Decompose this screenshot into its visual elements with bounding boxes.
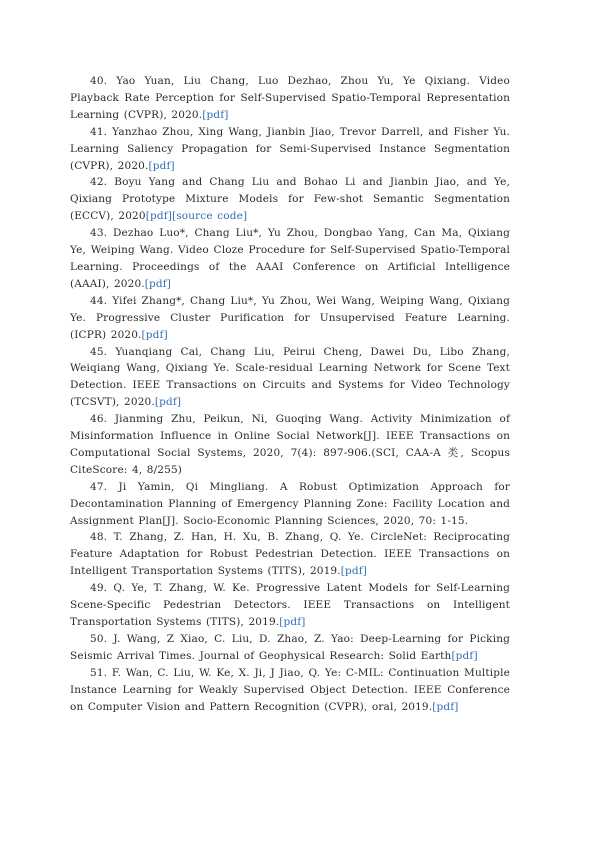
reference-number: 49. <box>90 582 108 595</box>
reference-text: Dezhao Luo*, Chang Liu*, Yu Zhou, Dongbao Yang, Can Ma, Qixiang Ye, Weiping Wang. Video Cloze Procedure for Self-Supervised Spatio-Temporal Learning. Proceedings of the AAAI Conference on Artificial Intelligence (AAAI), 2020. <box>70 227 510 290</box>
reference-entry <box>70 293 510 344</box>
reference-entry <box>70 665 510 716</box>
reference-entry <box>70 479 510 530</box>
reference-entry <box>70 411 510 479</box>
reference-entry <box>70 225 510 293</box>
source-code-link[interactable]: [source code] <box>172 210 248 223</box>
pdf-link[interactable]: [pdf] <box>340 565 368 578</box>
reference-text: Yao Yuan, Liu Chang, Luo Dezhao, Zhou Yu, Ye Qixiang. Video Playback Rate Perception for Self-Supervised Spatio-Temporal Representation Learning (CVPR), 2020. <box>70 75 510 121</box>
reference-number: 46. <box>90 413 108 426</box>
reference-number: 41. <box>90 125 108 138</box>
pdf-link[interactable]: [pdf] <box>451 649 478 662</box>
reference-entry <box>70 529 510 580</box>
reference-entry <box>70 174 510 225</box>
reference-entry <box>70 344 510 412</box>
reference-number: 45. <box>90 345 108 358</box>
pdf-link[interactable]: [pdf] <box>145 210 172 223</box>
reference-number: 48. <box>90 531 108 544</box>
reference-entry <box>70 580 510 631</box>
pdf-link[interactable]: [pdf] <box>154 396 182 409</box>
pdf-link[interactable]: [pdf] <box>148 159 175 172</box>
reference-text: Boyu Yang and Chang Liu and Bohao Li and Jianbin Jiao, and Ye, Qixiang Prototype Mixture Models for Few-shot Semantic Segmentation (ECCV), 2020 <box>70 176 510 223</box>
reference-number: 44. <box>90 294 108 307</box>
pdf-link[interactable]: [pdf] <box>141 328 168 341</box>
pdf-link[interactable]: [pdf] <box>432 700 459 713</box>
reference-entry <box>70 631 510 665</box>
reference-text: Ji Yamin, Qi Mingliang. A Robust Optimization Approach for Decontamination Planning of Emergency Planning Zone: Facility Location and Assignment Plan[J]. Socio-Economic Planning Sciences, 2020, 70: 1-15. <box>70 480 510 527</box>
reference-text: F. Wan, C. Liu, W. Ke, X. Ji, J Jiao, Q. Ye: C-MIL: Continuation Multiple Instance Learning for Weakly Supervised Object Detection. IEEE Conference on Computer Vision and Pattern Recognition (CVPR), oral, 2019. <box>70 666 510 713</box>
reference-number: 42. <box>90 176 108 189</box>
reference-number: 43. <box>90 227 108 240</box>
reference-number: 50. <box>90 632 108 645</box>
pdf-link[interactable]: [pdf] <box>279 616 306 628</box>
reference-text: J. Wang, Z Xiao, C. Liu, D. Zhao, Z. Yao: Deep-Learning for Picking Seismic Arrival Times. Journal of Geophysical Research: Solid Earth <box>70 632 510 662</box>
reference-text: Jianming Zhu, Peikun, Ni, Guoqing Wang. Activity Minimization of Misinformation Influence in Online Social Network[J]. IEEE Transactions on Computational Social Systems, 2020, 7(4): 897-906.(SCI, CAA-A 类, Scopus CiteScore: 4, 8/255) <box>70 413 510 476</box>
pdf-link[interactable]: [pdf] <box>144 277 172 290</box>
reference-number: 40. <box>90 75 108 87</box>
reference-entry <box>70 73 510 124</box>
reference-text: Yuanqiang Cai, Chang Liu, Peirui Cheng, Dawei Du, Libo Zhang, Weiqiang Wang, Qixiang Ye. Scale-residual Learning Network for Scene Text Detection. IEEE Transactions on Circuits and Systems for Video Technology (TCSVT), 2020. <box>70 345 510 409</box>
reference-number: 47. <box>90 480 108 493</box>
reference-text: Yifei Zhang*, Chang Liu*, Yu Zhou, Wei Wang, Weiping Wang, Qixiang Ye. Progressive Cluster Purification for Unsupervised Feature Learning. (ICPR) 2020. <box>70 294 510 341</box>
reference-list <box>70 73 510 715</box>
pdf-link[interactable]: [pdf] <box>202 108 229 121</box>
reference-number: 51. <box>90 666 108 679</box>
reference-text: Q. Ye, T. Zhang, W. Ke. Progressive Latent Models for Self-Learning Scene-Specific Pedestrian Detectors. IEEE Transactions on Intelligent Transportation Systems (TITS), 2019. <box>70 582 510 628</box>
reference-entry <box>70 124 510 175</box>
reference-text: Yanzhao Zhou, Xing Wang, Jianbin Jiao, Trevor Darrell, and Fisher Yu. Learning Saliency Propagation for Semi-Supervised Instance Segmentation (CVPR), 2020. <box>70 125 510 172</box>
reference-text: T. Zhang, Z. Han, H. Xu, B. Zhang, Q. Ye. CircleNet: Reciprocating Feature Adaptation for Robust Pedestrian Detection. IEEE Transactions on Intelligent Transportation Systems (TITS), 2019. <box>70 531 510 578</box>
